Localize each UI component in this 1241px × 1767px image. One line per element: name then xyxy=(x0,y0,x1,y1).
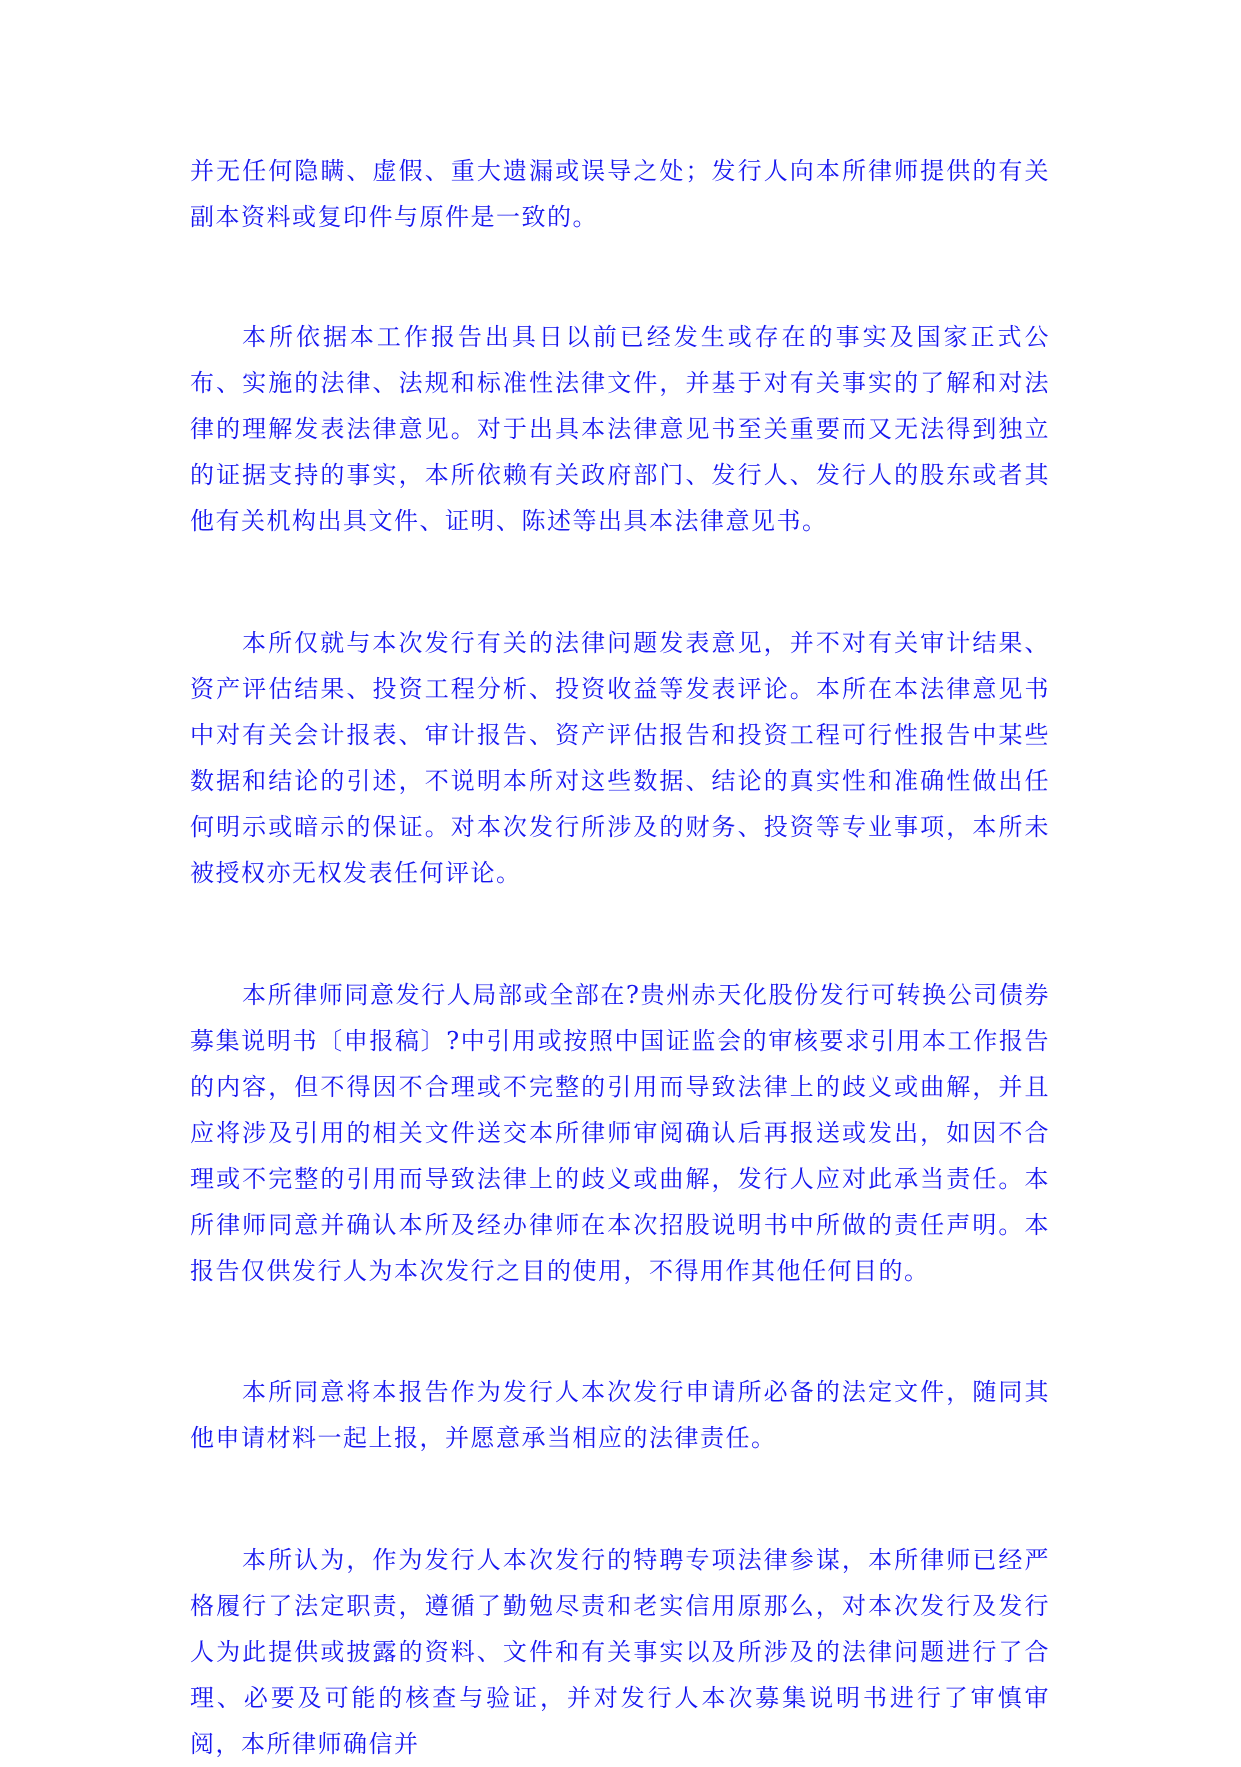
paragraph-5: 本所同意将本报告作为发行人本次发行申请所必备的法定文件，随同其他申请材料一起上报，并愿意承当相应的法律责任。 xyxy=(190,1378,1050,1452)
document-body xyxy=(190,148,1050,1767)
paragraph-1: 并无任何隐瞒、虚假、重大遗漏或误导之处；发行人向本所律师提供的有关副本资料或复印件与原件是一致的。 xyxy=(190,157,1050,231)
paragraph-4: 本所律师同意发行人局部或全部在?贵州赤天化股份发行可转换公司债券募集说明书〔申报稿〕?中引用或按照中国证监会的审核要求引用本工作报告的内容，但不得因不合理或不完整的引用而导致法律上的歧义或曲解，并且应将涉及引用的相关文件送交本所律师审阅确认后再报送或发出，如因不合理或不完整的引用而导致法律上的歧义或曲解，发行人应对此承当责任。本所律师同意并确认本所及经办律师在本次招股说明书中所做的责任声明。本报告仅供发行人为本次发行之目的使用，不得用作其他任何目的。 xyxy=(190,981,1050,1285)
paragraph-3: 本所仅就与本次发行有关的法律问题发表意见，并不对有关审计结果、资产评估结果、投资工程分析、投资收益等发表评论。本所在本法律意见书中对有关会计报表、审计报告、资产评估报告和投资工程可行性报告中某些数据和结论的引述，不说明本所对这些数据、结论的真实性和准确性做出任何明示或暗示的保证。对本次发行所涉及的财务、投资等专业事项，本所未被授权亦无权发表任何评论。 xyxy=(190,629,1050,887)
paragraph-2: 本所依据本工作报告出具日以前已经发生或存在的事实及国家正式公布、实施的法律、法规和标准性法律文件，并基于对有关事实的了解和对法律的理解发表法律意见。对于出具本法律意见书至关重要而又无法得到独立的证据支持的事实，本所依赖有关政府部门、发行人、发行人的股东或者其他有关机构出具文件、证明、陈述等出具本法律意见书。 xyxy=(190,323,1050,535)
paragraph-6: 本所认为，作为发行人本次发行的特聘专项法律参谋，本所律师已经严格履行了法定职责，遵循了勤勉尽责和老实信用原那么，对本次发行及发行人为此提供或披露的资料、文件和有关事实以及所涉及的法律问题进行了合理、必要及可能的核查与验证，并对发行人本次募集说明书进行了审慎审阅，本所律师确信并 xyxy=(190,1546,1050,1758)
